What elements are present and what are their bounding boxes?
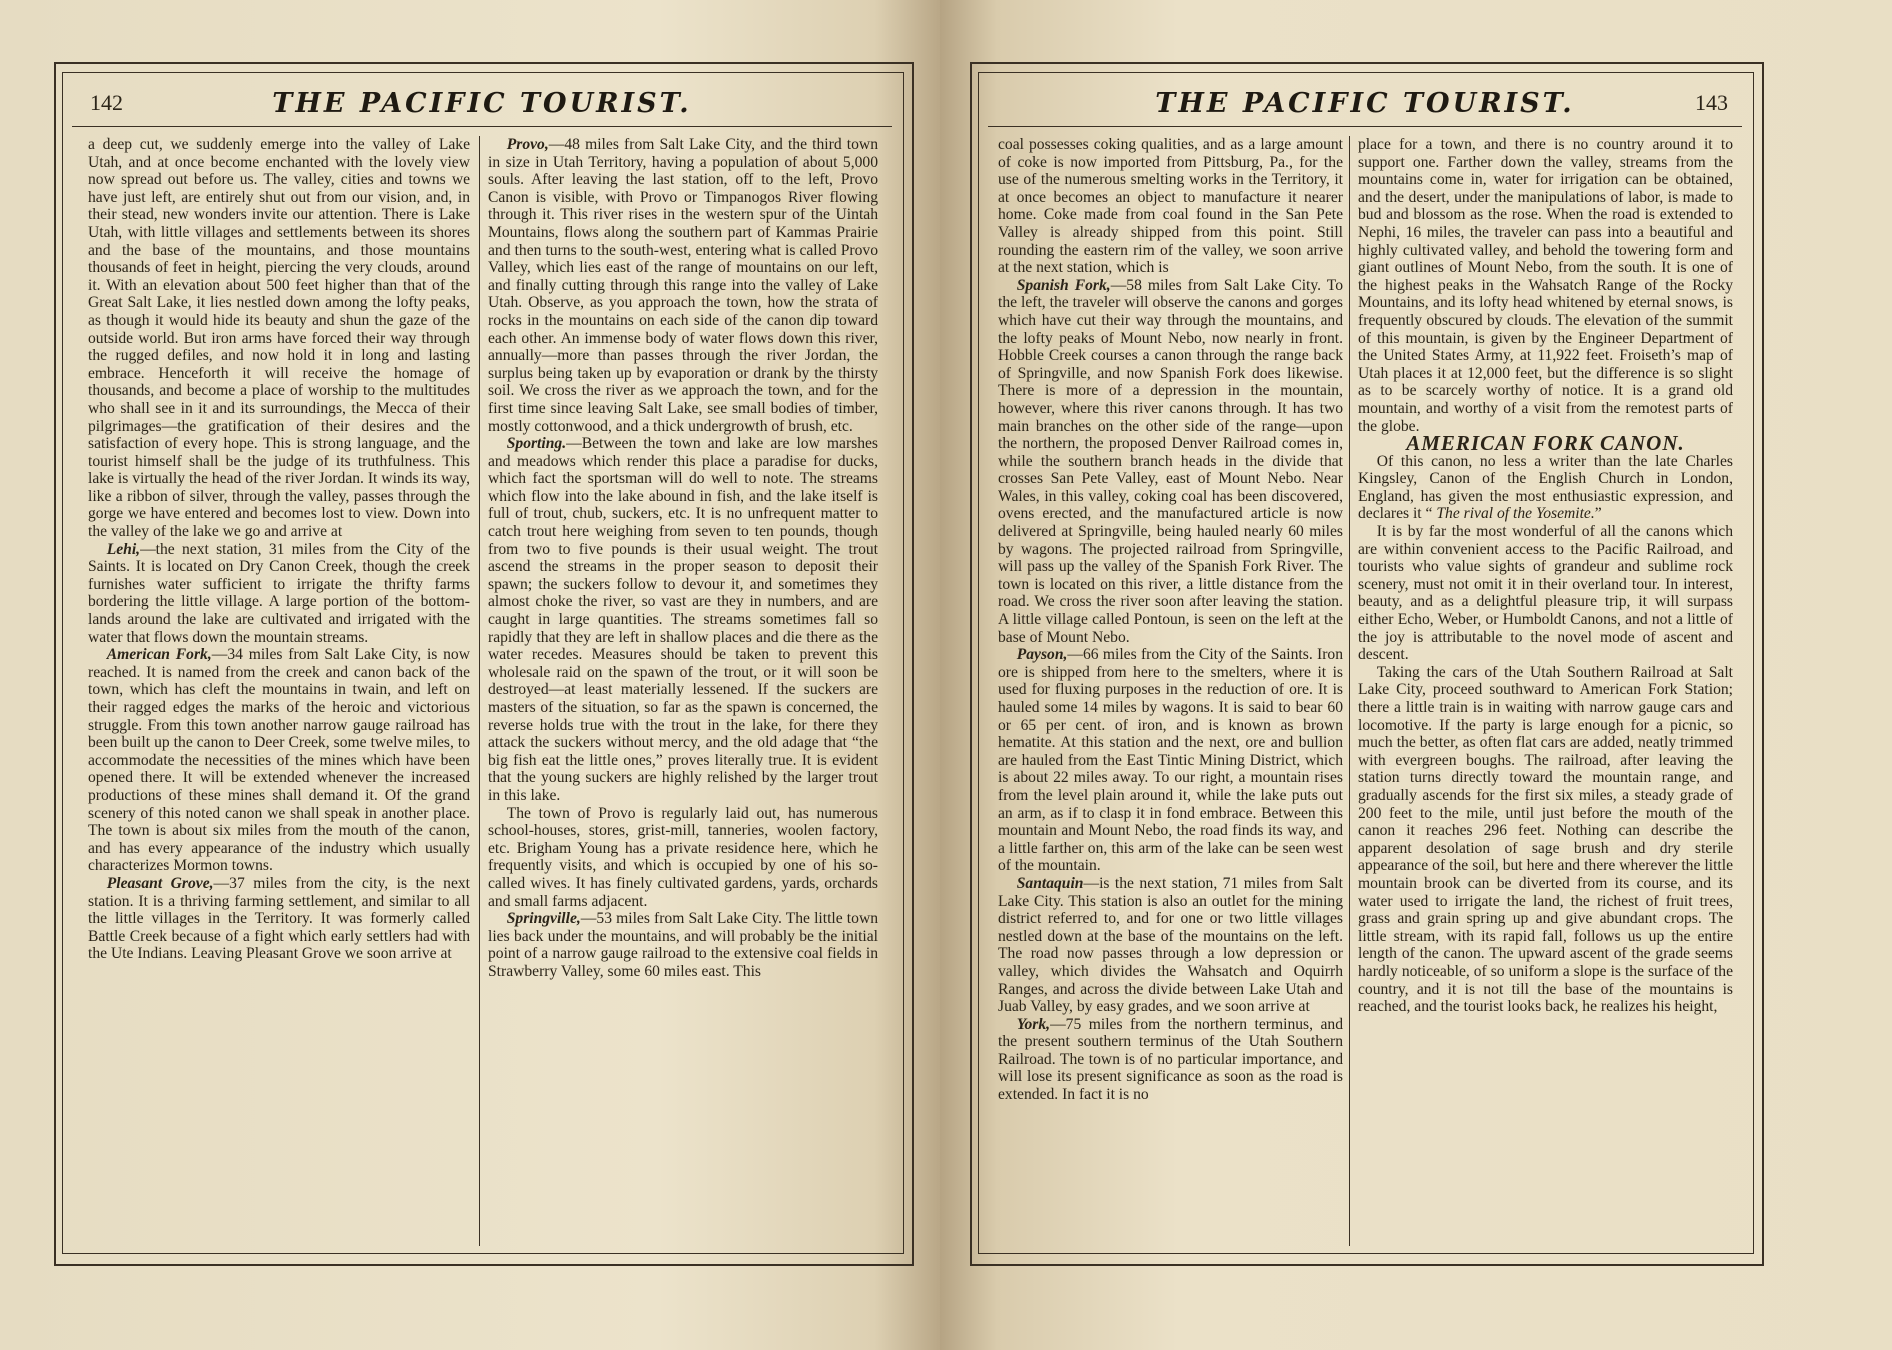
paragraph-text: Taking the cars of the Utah Southern Railroad at Salt Lake City, proceed southward to American Fork Station; there a little train is in waiting with narrow gauge cars and locomotive. If the party is large enough for a picnic, so much the better, as often flat cars are added, neatly trimmed with evergreen boughs. The railroad, after leaving the station turns directly toward the mountain range, and gradually ascends for the first six miles, a steady grade of 200 feet to the mile, until just before the mouth of the canon it reaches 296 feet. Nothing can describe the apparent desolation of sage brush and dry sterile appearance of the soil, but here and there wherever the little mountain brook can be diverted from its course, and its water used to irrigate the land, the richest of fruit trees, grass and grain spring up and give abundant crops. The little stream, with its rapid fall, follows us up the entire length of the canon. The upward ascent of the grade seems hardly noticeable, of so uniform a slope is the surface of the country, and it is not till the base of the mountains is reached, and the tourist looks back, he realizes his height, bbox=[1358, 663, 1733, 1016]
column-divider bbox=[1349, 136, 1350, 1246]
station-name: Provo, bbox=[506, 136, 549, 153]
header-rule bbox=[988, 126, 1742, 127]
station-name: Santaquin bbox=[1016, 874, 1084, 892]
right-column-1 bbox=[998, 136, 1343, 1246]
paragraph bbox=[88, 875, 470, 963]
station-name: American Fork, bbox=[106, 646, 212, 664]
paragraph-text: —53 miles from Salt Lake City. The little town lies back under the mountains, and will probably be the initial point of a narrow gauge railroad to the extensive coal fields in Strawberry Valley, some 60 miles east. This bbox=[488, 910, 878, 980]
paragraph bbox=[488, 910, 878, 980]
paragraph bbox=[998, 875, 1343, 1016]
station-name: Spanish Fork, bbox=[1016, 276, 1111, 294]
paragraph bbox=[488, 435, 878, 804]
paragraph-text: —66 miles from the City of the Saints. Iron ore is shipped from here to the smelters, where it is used for fluxing purposes in the reduction of ore. It is hauled some 14 miles by wagons. It is said to bear 60 or 65 per cent. of iron, and is known as brown hematite. At this station and the next, ore and bullion are hauled from the East Tintic Mining District, which is about 22 miles away. To our right, a mountain rises from the level plain around it, while the lake puts out an arm, as if to clasp it in fond embrace. Between this mountain and Mount Nebo, the road finds its way, and a little farther on, this arm of the lake can be seen west of the mountain. bbox=[998, 646, 1343, 875]
paragraph-text: Of this canon, no less a writer than the late Charles Kingsley, Canon of the English Church in London, England, has given the most enthusiastic expression, and declares it “ bbox=[1358, 452, 1733, 523]
paragraph-text: It is by far the most wonderful of all the canons which are within convenient access to the Pacific Railroad, and tourists who value sights of grandeur and sublime rock scenery, must not omit it in their overland tour. In interest, beauty, and as a delightful pleasure trip, it will surpass either Echo, Weber, or Humboldt Canons, and not a little of the joy is attributable to the novel mode of ascent and descent. bbox=[1358, 523, 1733, 664]
paragraph-text: —37 miles from the city, is the next station. It is a thriving farming settlement, and similar to all the little villages in the Territory. It was formerly called Battle Creek because of a fight which early settlers had with the Ute Indians. Leaving Pleasant Grove we soon arrive at bbox=[88, 874, 470, 963]
paragraph-text: —48 miles from Salt Lake City, and the third town in size in Utah Territory, having a population of about 5,000 souls. After leaving the last station, off to the left, Provo Canon is visible, with Provo or Timpanogos River flowing through it. This river rises in the western spur of the Uintah Mountains, flows along the southern part of Kammas Prairie and then turns to the south-west, entering what is called Provo Valley, which lies east of the range of mountains on our left, and finally cutting through this range into the valley of Lake Utah. Observe, as you approach the town, how the strata of rocks in the mountains on each side of the canon dip toward each other. An immense body of water flows down this river, annually—more than passes through the river Jordan, the surplus being taken up by evaporation or drank by the thirsty soil. We cross the river as we approach the town, and for the first time since leaving Salt Lake, see small bodies of timber, mostly cottonwood, and a thick undergrowth of brush, etc. bbox=[488, 136, 878, 435]
paragraph-text: coal possesses coking qualities, and as a large amount of coke is now imported from Pittsburg, Pa., for the use of the numerous smelting works in the Territory, it at once becomes an object to manufacture it nearer home. Coke made from coal found in the San Pete Valley is already shipped from this point. Still rounding the eastern rim of the valley, we soon arrive at the next station, which is bbox=[998, 136, 1343, 277]
paragraph bbox=[1358, 523, 1733, 664]
station-name: Springville, bbox=[506, 910, 581, 928]
paragraph-text: —58 miles from Salt Lake City. To the left, the traveler will observe the canons and gorges which have cut their way through the mountains, and the lofty peaks of Mount Nebo, now nearly in front. Hobble Creek courses a canon through the range back of Springville, and now Spanish Fork does likewise. There is more of a depression in the mountain, however, where this river canons through. It has two main branches on the other side of the range—upon the northern, the proposed Denver Railroad comes in, while the southern branch heads in the divide that crosses San Pete Valley, east of Mount Nebo. Near Wales, in this valley, coking coal has been discovered, ovens erected, and the manufactured article is now delivered at Springville, being hauled nearly 60 miles by wagons. The projected railroad from Springville, will pass up the valley of the Spanish Fork River. The town is located on this river, a little distance from the road. We cross the river soon after leaving the station. A little village called Pontoun, is seen on the left at the base of Mount Nebo. bbox=[998, 276, 1343, 646]
paragraph bbox=[1358, 453, 1733, 523]
paragraph-text: a deep cut, we suddenly emerge into the valley of Lake Utah, and at once become enchanted with the lovely view now spread out before us. The valley, cities and towns we have just left, are entirely shut out from our vision, and, in their stead, new wonders invite our attention. There is Lake Utah, with little villages and settlements between its shores and the base of the mountains, and those mountains thousands of feet in height, piercing the very clouds, around it. With an elevation about 500 feet higher than that of the Great Salt Lake, it lies nestled down among the lofty peaks, as though it would hide its beauty and shun the gaze of the outside world. But iron arms have forced their way through the rugged defiles, and now hold it in long and lasting embrace. Henceforth it will receive the homage of thousands, and become a place of worship to the multitudes who shall see in it and its surroundings, the Mecca of their pilgrimages—the gratification of their desires and the satisfaction of every hope. This is strong language, and the tourist himself shall be the judge of its truthfulness. This lake is virtually the head of the river Jordan. It winds its way, like a ribbon of silver, through the valley, passes through the gorge we have entered and becomes lost to view. Down into the valley of the lake we go and arrive at bbox=[88, 136, 470, 541]
right-column-2 bbox=[1358, 136, 1733, 1246]
paragraph-text: place for a town, and there is no country around it to support one. Farther down the valley, streams from the mountains come in, water for irrigation can be obtained, and the desert, under the manipulations of labor, is made to bud and blossom as the rose. When the road is extended to Nephi, 16 miles, the traveler can pass into a beautiful and highly cultivated valley, and behold the towering form and giant outlines of Mount Nebo, from the south. It is one of the highest peaks in the Wahsatch Range of the Rocky Mountains, and its lofty head whitened by eternal snows, is frequently obscured by clouds. The elevation of the summit of this mountain, is given by the Engineer Department of the United States Army, at 11,922 feet. Froiseth’s map of Utah places it at 12,000 feet, but the difference is so slight as to be scarcely worthy of notice. It is a grand old mountain, and worthy of a visit from the remotest parts of the globe. bbox=[1358, 136, 1733, 435]
paragraph bbox=[88, 136, 470, 541]
paragraph bbox=[88, 541, 470, 647]
paragraph bbox=[1358, 136, 1733, 435]
running-header bbox=[988, 82, 1742, 126]
running-header bbox=[72, 82, 892, 126]
station-name: Pleasant Grove, bbox=[106, 874, 214, 892]
paragraph-text: —34 miles from Salt Lake City, is now reached. It is named from the creek and canon back of the town, which has cleft the mountains in twain, and left on their ragged edges the marks of the heroic and victorious struggle. From this town another narrow gauge railroad has been built up the canon to Deer Creek, some twelve miles, to accommodate the necessities of the mines which have been opened there. It will be extended whenever the increased productions of these mines shall demand it. Of the grand scenery of this noted canon we shall speak in another place. The town is about six miles from the mouth of the canon, and has every appearance of the industry which usually characterizes Mormon towns. bbox=[88, 646, 470, 875]
paragraph-text: —is the next station, 71 miles from Salt Lake City. This station is also an outlet for the mining district referred to, and for one or two little villages nestled down at the base of the mountains on the left. The road now passes through a low depression or valley, which divides the Wahsatch and Oquirrh Ranges, and across the divide between Lake Utah and Juab Valley, by easy grades, and we soon arrive at bbox=[998, 874, 1343, 1016]
quote-close: ” bbox=[1594, 505, 1602, 523]
column-divider bbox=[479, 136, 480, 1246]
left-column-2 bbox=[488, 136, 878, 1246]
station-name: Payson, bbox=[1016, 646, 1068, 664]
paragraph bbox=[998, 646, 1343, 875]
paragraph bbox=[1358, 664, 1733, 1016]
paragraph bbox=[88, 646, 470, 875]
station-name: Lehi, bbox=[106, 540, 141, 558]
paragraph-text: —75 miles from the northern terminus, and the present southern terminus of the Utah Southern Railroad. The town is of no particular importance, and will lose its present significance as soon as the road is extended. In fact it is no bbox=[998, 1015, 1343, 1104]
paragraph-text: —Between the town and lake are low marshes and meadows which render this place a paradise for ducks, which fact the sportsman will do well to note. The streams which flow into the lake abound in fish, and the lake itself is full of trout, chub, suckers, etc. It is no unfrequent matter to catch trout here weighing from seven to ten pounds, though from two to five pounds is their usual weight. The trout ascend the streams in the proper season to deposit their spawn; the suckers follow to devour it, and sometimes they almost choke the river, so vast are they in numbers, and are caught in large quantities. The streams sometimes fall so rapidly that they are left in shallow places and die there as the water recedes. Measures should be taken to prevent this wholesale raid on the spawn of the trout, or it will soon be destroyed—at least materially lessened. If the suckers are masters of the situation, so far as the spawn is concerned, the reverse holds true with the trout in the lake, for there they attack the suckers without mercy, and the old adage that “the big fish eat the little ones,” proves literally true. It is evident that the young suckers are highly relished by the larger trout in this lake. bbox=[488, 435, 878, 804]
left-column-1 bbox=[88, 136, 470, 1246]
running-title: THE PACIFIC TOURIST. bbox=[272, 88, 692, 119]
paragraph-text: The town of Provo is regularly laid out, has numerous school-houses, stores, grist-mill, tanneries, woolen factory, etc. Brigham Young has a private residence here, which he frequently visits, and which is occupied by one of his so-called wives. It has finely cultivated gardens, yards, orchards and small farms adjacent. bbox=[488, 804, 878, 910]
section-lead: Sporting. bbox=[506, 435, 567, 453]
paragraph bbox=[998, 1016, 1343, 1104]
paragraph-text: —the next station, 31 miles from the City of the Saints. It is located on Dry Canon Creek, though the creek furnishes water sufficient to irrigate the thrifty farms bordering the little village. A large portion of the bottom-lands around the lake are cultivated and irrigated with the water that flows down the mountain streams. bbox=[88, 540, 470, 646]
station-name: York, bbox=[1016, 1015, 1051, 1033]
section-heading: AMERICAN FORK CANON. bbox=[1406, 431, 1685, 456]
paragraph bbox=[998, 136, 1343, 277]
quote-text: The rival of the Yosemite. bbox=[1436, 505, 1595, 523]
paragraph bbox=[488, 136, 878, 435]
running-title: THE PACIFIC TOURIST. bbox=[1155, 88, 1575, 119]
paragraph bbox=[998, 277, 1343, 646]
page-number: 143 bbox=[1695, 90, 1728, 115]
right-page bbox=[940, 0, 1892, 1350]
paragraph bbox=[488, 805, 878, 911]
left-page bbox=[0, 0, 940, 1350]
page-number: 142 bbox=[90, 90, 123, 115]
header-rule bbox=[72, 126, 892, 127]
